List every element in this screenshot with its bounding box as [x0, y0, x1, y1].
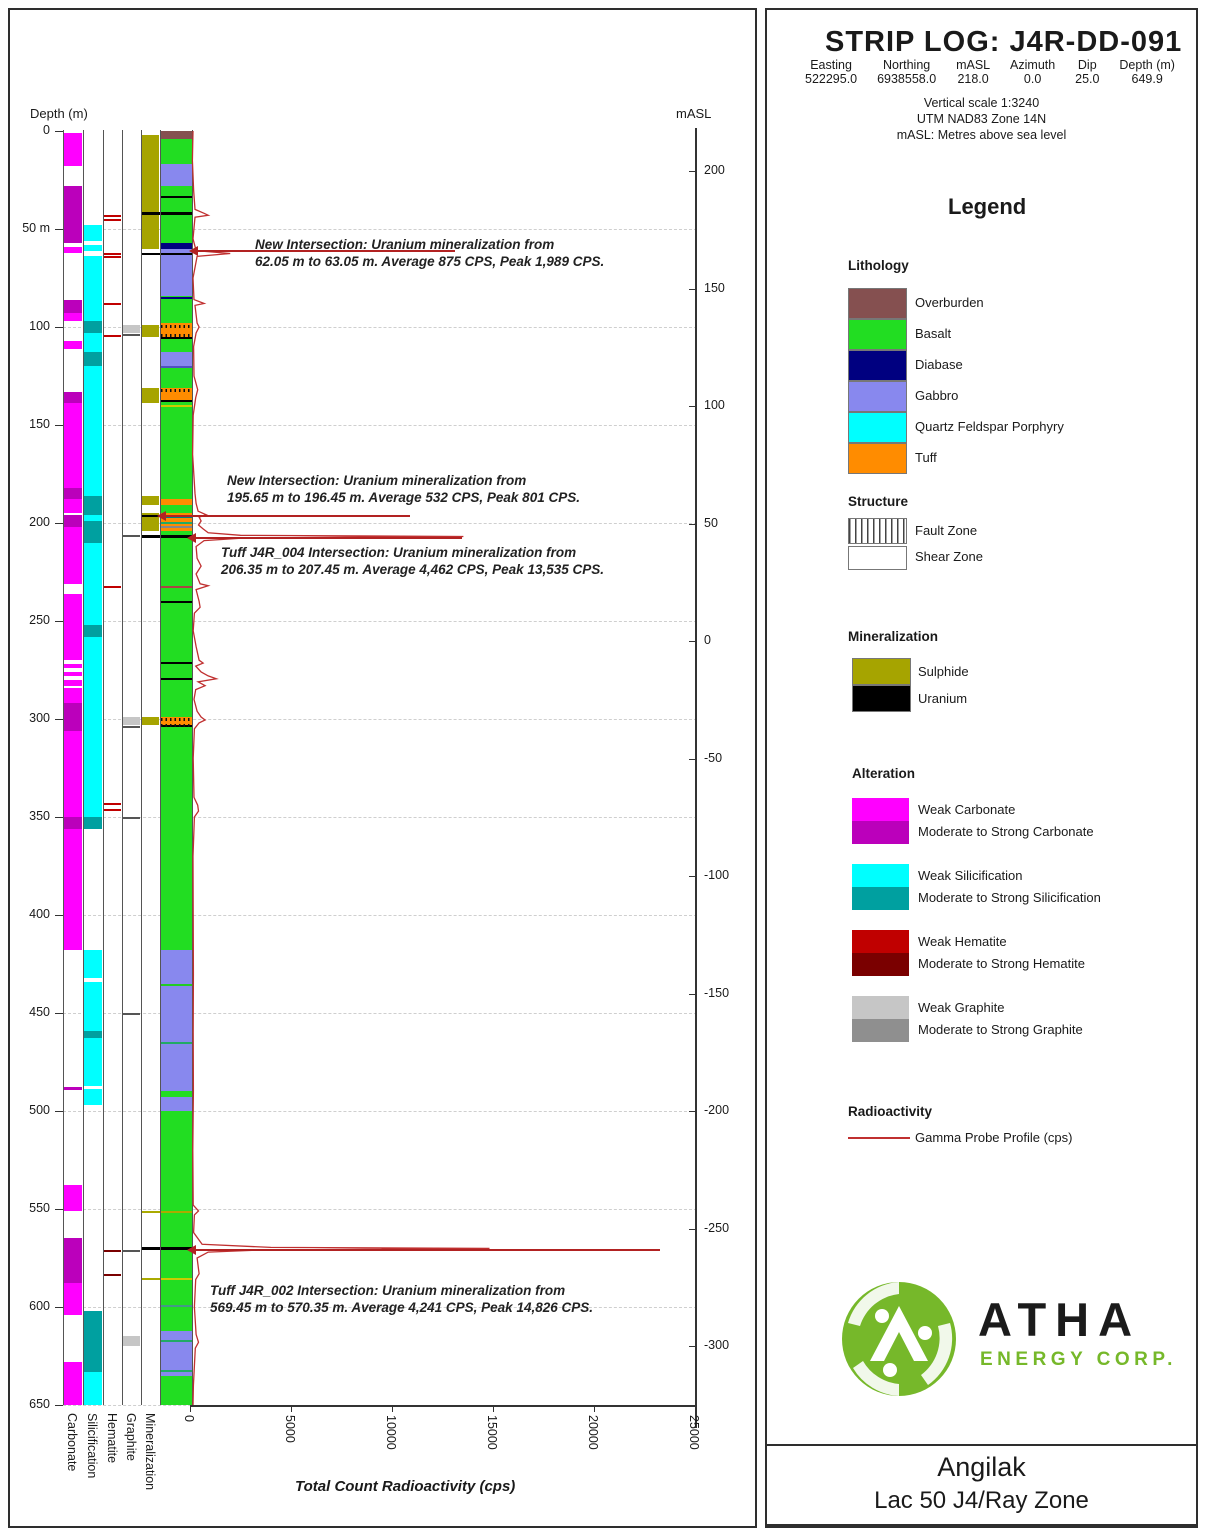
hematite-line	[104, 256, 121, 258]
intersection-annotation-line: New Intersection: Uranium mineralization from	[227, 473, 527, 488]
intersection-annotation-line: 206.35 m to 207.45 m. Average 4,462 CPS, Peak 13,535 CPS.	[221, 562, 604, 577]
cps-tick-label: 20000	[586, 1415, 600, 1450]
collar-field-label: Depth (m)	[1119, 58, 1175, 72]
column-label: Graphite	[123, 1413, 138, 1461]
cps-tick	[291, 1405, 292, 1412]
lithology-label: Tuff	[915, 450, 937, 465]
depth-tick-label: 0	[43, 123, 50, 137]
lithology-interval	[161, 1111, 192, 1331]
intersection-annotation-line: 569.45 m to 570.35 m. Average 4,241 CPS, Peak 14,826 CPS.	[210, 1300, 593, 1315]
carbonate-interval	[64, 594, 82, 661]
lithology-thin-line	[161, 1305, 192, 1307]
silicification-interval	[84, 245, 102, 251]
sulphide-interval	[142, 135, 159, 249]
cps-tick-label: 10000	[384, 1415, 398, 1450]
lithology-interval	[161, 1097, 192, 1111]
intersection-annotation-line: Tuff J4R_004 Intersection: Uranium mineralization from	[221, 545, 577, 560]
depth-tick	[55, 621, 63, 622]
lithology-interval	[161, 131, 192, 139]
masl-tick-label: -250	[704, 1220, 730, 1235]
legend-structure-heading: Structure	[848, 494, 909, 509]
silicification-interval	[84, 225, 102, 241]
graphite-line	[123, 334, 140, 336]
collar-field-label: Northing	[882, 58, 931, 72]
hematite-line	[104, 1274, 121, 1276]
lithology-interval	[161, 531, 192, 717]
masl-tick	[689, 406, 695, 407]
cps-axis-title: Total Count Radioactivity (cps)	[295, 1478, 516, 1495]
graphite-line	[123, 535, 140, 537]
carbonate-interval	[64, 1362, 82, 1405]
silicification-interval	[84, 1372, 102, 1405]
annotation-leader-line	[195, 537, 462, 539]
lithology-interval	[161, 337, 192, 353]
lithology-interval	[161, 352, 192, 366]
fault-zone-label: Fault Zone	[915, 523, 978, 538]
cps-tick-label: 0	[182, 1415, 196, 1422]
alteration-weak-label: Weak Graphite	[918, 1000, 1005, 1015]
lithology-label: Overburden	[915, 295, 984, 310]
lithology-interval	[161, 164, 192, 186]
cps-tick	[190, 1405, 191, 1412]
masl-tick-label: 0	[704, 633, 711, 647]
legend-lithology-heading: Lithology	[848, 258, 909, 273]
lithology-thin-line	[161, 586, 192, 588]
carbonate-interval	[64, 1283, 82, 1314]
depth-tick	[55, 229, 63, 230]
fault-zone-hatch	[161, 325, 192, 328]
intersection-annotation-line: 195.65 m to 196.45 m. Average 532 CPS, Peak 801 CPS.	[227, 490, 580, 505]
lithology-thin-line	[161, 366, 192, 368]
lithology-thin-line	[161, 337, 192, 339]
cps-tick	[594, 1405, 595, 1412]
cps-tick-label: 15000	[485, 1415, 499, 1450]
intersection-annotation	[210, 1282, 593, 1316]
atha-logo-wordmark: ATHA	[978, 1293, 1142, 1346]
carbonate-interval	[64, 300, 82, 314]
masl-note: mASL: Metres above sea level	[896, 128, 1067, 142]
fault-zone-hatch	[161, 389, 192, 392]
lithology-label: Gabbro	[915, 388, 959, 403]
hematite-line	[104, 219, 121, 221]
silicification-interval	[84, 817, 102, 829]
intersection-annotation-line: 62.05 m to 63.05 m. Average 875 CPS, Peak 1,989 CPS.	[255, 254, 605, 269]
project-name: Angilak	[937, 1452, 1026, 1482]
lithology-interval	[161, 1376, 192, 1405]
carbonate-interval	[64, 829, 82, 951]
silicification-interval	[84, 496, 102, 516]
silicification-interval	[84, 333, 102, 353]
mineralization-label: Sulphide	[918, 664, 969, 679]
cps-tick	[695, 1405, 696, 1412]
masl-tick	[689, 1346, 695, 1347]
masl-tick	[689, 759, 695, 760]
carbonate-interval	[64, 672, 82, 676]
sulphide-interval	[142, 496, 159, 506]
depth-tick	[55, 1013, 63, 1014]
fault-zone-hatch	[161, 334, 192, 337]
silicification-interval	[84, 637, 102, 817]
hematite-line	[104, 303, 121, 305]
uranium-bar	[142, 535, 193, 538]
annotation-arrowhead	[187, 533, 196, 543]
lithology-interval	[161, 400, 192, 500]
lithology-thin-line	[161, 522, 192, 524]
collar-field-label: Easting	[810, 58, 852, 72]
depth-tick-label: 650	[29, 1397, 50, 1411]
masl-tick-label: -200	[704, 1103, 730, 1117]
depth-tick	[55, 915, 63, 916]
collar-field-label: mASL	[956, 58, 991, 72]
collar-field-value: 522295.0	[805, 72, 858, 86]
silicification-interval	[84, 1089, 102, 1105]
silicification-interval	[84, 543, 102, 625]
graphite-line	[123, 817, 140, 819]
carbonate-interval	[64, 731, 82, 817]
depth-tick-label: 250	[29, 613, 50, 627]
hematite-line	[104, 253, 121, 255]
masl-tick	[689, 876, 695, 877]
column-label: Silicification	[85, 1413, 99, 1479]
alteration-weak-label: Weak Hematite	[918, 934, 1007, 949]
carbonate-interval	[64, 186, 82, 243]
depth-tick-label: 550	[29, 1201, 50, 1215]
masl-tick	[689, 1111, 695, 1112]
utm-zone-note: UTM NAD83 Zone 14N	[916, 112, 1047, 126]
lithology-thin-line	[161, 400, 192, 402]
cps-tick	[392, 1405, 393, 1412]
masl-tick-label: -150	[704, 985, 730, 1000]
annotation-arrowhead	[187, 1245, 196, 1255]
alteration-strong-label: Moderate to Strong Silicification	[918, 890, 1101, 905]
lithology-interval	[161, 139, 192, 164]
lithology-thin-line	[161, 662, 192, 664]
hematite-line	[104, 803, 121, 805]
lithology-thin-line	[161, 984, 192, 986]
lithology-interval	[161, 950, 192, 1091]
carbonate-interval	[64, 703, 82, 730]
sulphide-interval	[142, 388, 159, 404]
silicification-interval	[84, 1038, 102, 1085]
fault-zone-hatch	[161, 718, 192, 721]
intersection-annotation-line: New Intersection: Uranium mineralization from	[255, 237, 555, 252]
carbonate-interval	[64, 403, 82, 487]
carbonate-interval	[64, 1238, 82, 1283]
graphite-interval	[123, 717, 140, 725]
cps-tick-label: 25000	[687, 1415, 701, 1450]
alteration-strong-label: Moderate to Strong Carbonate	[918, 824, 1094, 839]
masl-tick	[689, 994, 695, 995]
intersection-annotation	[255, 236, 604, 270]
lithology-interval	[161, 366, 192, 388]
masl-axis-line	[695, 128, 697, 1428]
uranium-bar	[142, 1247, 193, 1250]
uranium-bar	[142, 212, 193, 215]
carbonate-interval	[64, 515, 82, 527]
carbonate-interval	[64, 499, 82, 513]
carbonate-interval	[64, 247, 82, 253]
lithology-label: Quartz Feldspar Porphyry	[915, 419, 1064, 434]
lithology-interval	[161, 725, 192, 950]
masl-tick	[689, 524, 695, 525]
column-border	[160, 130, 161, 1405]
graphite-interval	[123, 1336, 140, 1346]
annotation-leader-line	[195, 1249, 660, 1251]
masl-axis-title: mASL	[676, 106, 712, 121]
lithology-thin-line	[161, 526, 192, 528]
page-title: STRIP LOG: J4R-DD-091	[825, 26, 1183, 58]
sulphide-interval	[142, 325, 159, 337]
silicification-interval	[84, 625, 102, 637]
depth-tick-label: 150	[29, 417, 50, 431]
depth-tick-label: 400	[29, 907, 50, 921]
legend-alteration-heading: Alteration	[852, 766, 916, 781]
legend-mineralization-heading: Mineralization	[848, 629, 939, 644]
cps-axis-line	[190, 1405, 697, 1407]
hematite-line	[104, 586, 121, 588]
carbonate-interval	[64, 488, 82, 500]
collar-field-value: 25.0	[1075, 72, 1100, 86]
lithology-thin-line	[161, 1042, 192, 1044]
masl-tick-label: 200	[704, 163, 725, 177]
vertical-scale-note: Vertical scale 1:3240	[923, 96, 1040, 110]
hematite-line	[104, 335, 121, 337]
collar-field-value: 0.0	[1023, 72, 1042, 86]
lithology-thin-line	[161, 1340, 192, 1342]
carbonate-interval	[64, 817, 82, 829]
legend-title: Legend	[948, 194, 1027, 219]
depth-tick-label: 350	[29, 809, 50, 823]
zone-name: Lac 50 J4/Ray Zone	[874, 1487, 1089, 1514]
mineralization-label: Uranium	[918, 691, 968, 706]
depth-tick	[55, 817, 63, 818]
collar-field-value: 649.9	[1131, 72, 1163, 86]
hematite-line	[104, 809, 121, 811]
silicification-interval	[84, 352, 102, 366]
lithology-thin-line	[161, 297, 192, 299]
lithology-thin-line	[161, 678, 192, 680]
collar-field-value: 6938558.0	[877, 72, 937, 86]
column-label: Mineralization	[142, 1413, 157, 1491]
depth-tick	[55, 1405, 63, 1406]
legend-radioactivity-heading: Radioactivity	[848, 1104, 933, 1119]
depth-tick	[55, 1111, 63, 1112]
alteration-weak-label: Weak Carbonate	[918, 802, 1016, 817]
depth-tick-label: 600	[29, 1299, 50, 1313]
hematite-line	[104, 215, 121, 217]
carbonate-interval	[64, 1087, 82, 1091]
annotation-leader-line	[165, 515, 410, 517]
cps-tick-label: 5000	[283, 1415, 297, 1443]
uranium-bar	[142, 253, 193, 256]
column-border	[103, 130, 104, 1405]
silicification-interval	[84, 256, 102, 321]
alteration-strong-label: Moderate to Strong Hematite	[918, 956, 1085, 971]
carbonate-interval	[64, 133, 82, 166]
depth-tick-label: 300	[29, 711, 50, 725]
hematite-line	[104, 1250, 121, 1252]
depth-tick	[55, 327, 63, 328]
depth-tick	[55, 425, 63, 426]
silicification-interval	[84, 1031, 102, 1039]
depth-tick	[55, 719, 63, 720]
gamma-line-label: Gamma Probe Profile (cps)	[915, 1130, 1073, 1145]
alteration-strong-label: Moderate to Strong Graphite	[918, 1022, 1083, 1037]
depth-tick-label: 100	[29, 319, 50, 333]
carbonate-interval	[64, 313, 82, 321]
atha-logo-subtitle: ENERGY CORP.	[980, 1349, 1177, 1370]
collar-field-label: Dip	[1077, 58, 1097, 72]
masl-tick-label: 50	[704, 515, 718, 530]
depth-tick-label: 200	[29, 515, 50, 529]
depth-tick	[55, 1307, 63, 1308]
lithology-label: Basalt	[915, 326, 952, 341]
silicification-interval	[84, 521, 102, 543]
depth-tick-label: 500	[29, 1103, 50, 1117]
alteration-weak-label: Weak Silicification	[918, 868, 1023, 883]
silicification-interval	[84, 366, 102, 495]
lithology-thin-line	[161, 196, 192, 198]
silicification-interval	[84, 950, 102, 977]
carbonate-interval	[64, 680, 82, 686]
graphite-interval	[123, 325, 140, 333]
masl-tick-label: 100	[704, 398, 725, 412]
depth-tick	[55, 523, 63, 524]
graphite-line	[123, 1250, 140, 1252]
shear-zone-label: Shear Zone	[915, 549, 983, 564]
lithology-thin-line	[161, 405, 192, 407]
annotation-arrowhead	[157, 511, 166, 521]
masl-tick-label: -100	[704, 868, 730, 882]
depth-tick-label: 50 m	[22, 221, 50, 235]
carbonate-interval	[64, 664, 82, 668]
masl-tick	[689, 641, 695, 642]
graphite-line	[123, 1013, 140, 1015]
gamma-probe-profile	[190, 127, 710, 1427]
lithology-thin-line	[161, 1211, 192, 1213]
carbonate-interval	[64, 688, 82, 704]
column-border	[141, 130, 142, 1405]
carbonate-interval	[64, 341, 82, 349]
lithology-interval	[161, 249, 192, 296]
collar-field-label: Azimuth	[1010, 58, 1056, 72]
collar-field-value: 218.0	[957, 72, 989, 86]
masl-tick-label: -300	[704, 1338, 730, 1352]
column-border	[122, 130, 123, 1405]
masl-tick	[689, 289, 695, 290]
depth-tick-label: 450	[29, 1005, 50, 1019]
intersection-annotation	[221, 544, 604, 578]
masl-tick	[689, 1229, 695, 1230]
column-label: Hematite	[104, 1413, 119, 1464]
depth-axis-title: Depth (m)	[30, 106, 88, 121]
lithology-thin-line	[161, 1278, 192, 1280]
masl-tick	[689, 171, 695, 172]
silicification-interval	[84, 1311, 102, 1372]
carbonate-interval	[64, 392, 82, 404]
sulphide-interval	[142, 717, 159, 725]
depth-tick	[55, 131, 63, 132]
lithology-label: Diabase	[915, 357, 963, 372]
annotation-arrowhead	[189, 246, 198, 256]
intersection-annotation-line: Tuff J4R_002 Intersection: Uranium mineralization from	[210, 1283, 566, 1298]
graphite-line	[123, 726, 140, 728]
intersection-annotation	[227, 472, 580, 506]
fault-zone-hatch	[161, 724, 192, 727]
lithology-thin-line	[161, 1370, 192, 1372]
carbonate-interval	[64, 527, 82, 584]
masl-tick-label: -50	[704, 750, 723, 765]
depth-tick	[55, 1209, 63, 1210]
silicification-interval	[84, 982, 102, 1031]
carbonate-interval	[64, 1185, 82, 1210]
masl-tick-label: 150	[704, 280, 725, 295]
lithology-interval	[161, 296, 192, 323]
cps-tick	[493, 1405, 494, 1412]
column-border	[83, 130, 84, 1405]
lithology-thin-line	[161, 601, 192, 603]
column-border	[63, 130, 64, 1405]
column-label: Carbonate	[65, 1413, 79, 1472]
silicification-interval	[84, 321, 102, 333]
